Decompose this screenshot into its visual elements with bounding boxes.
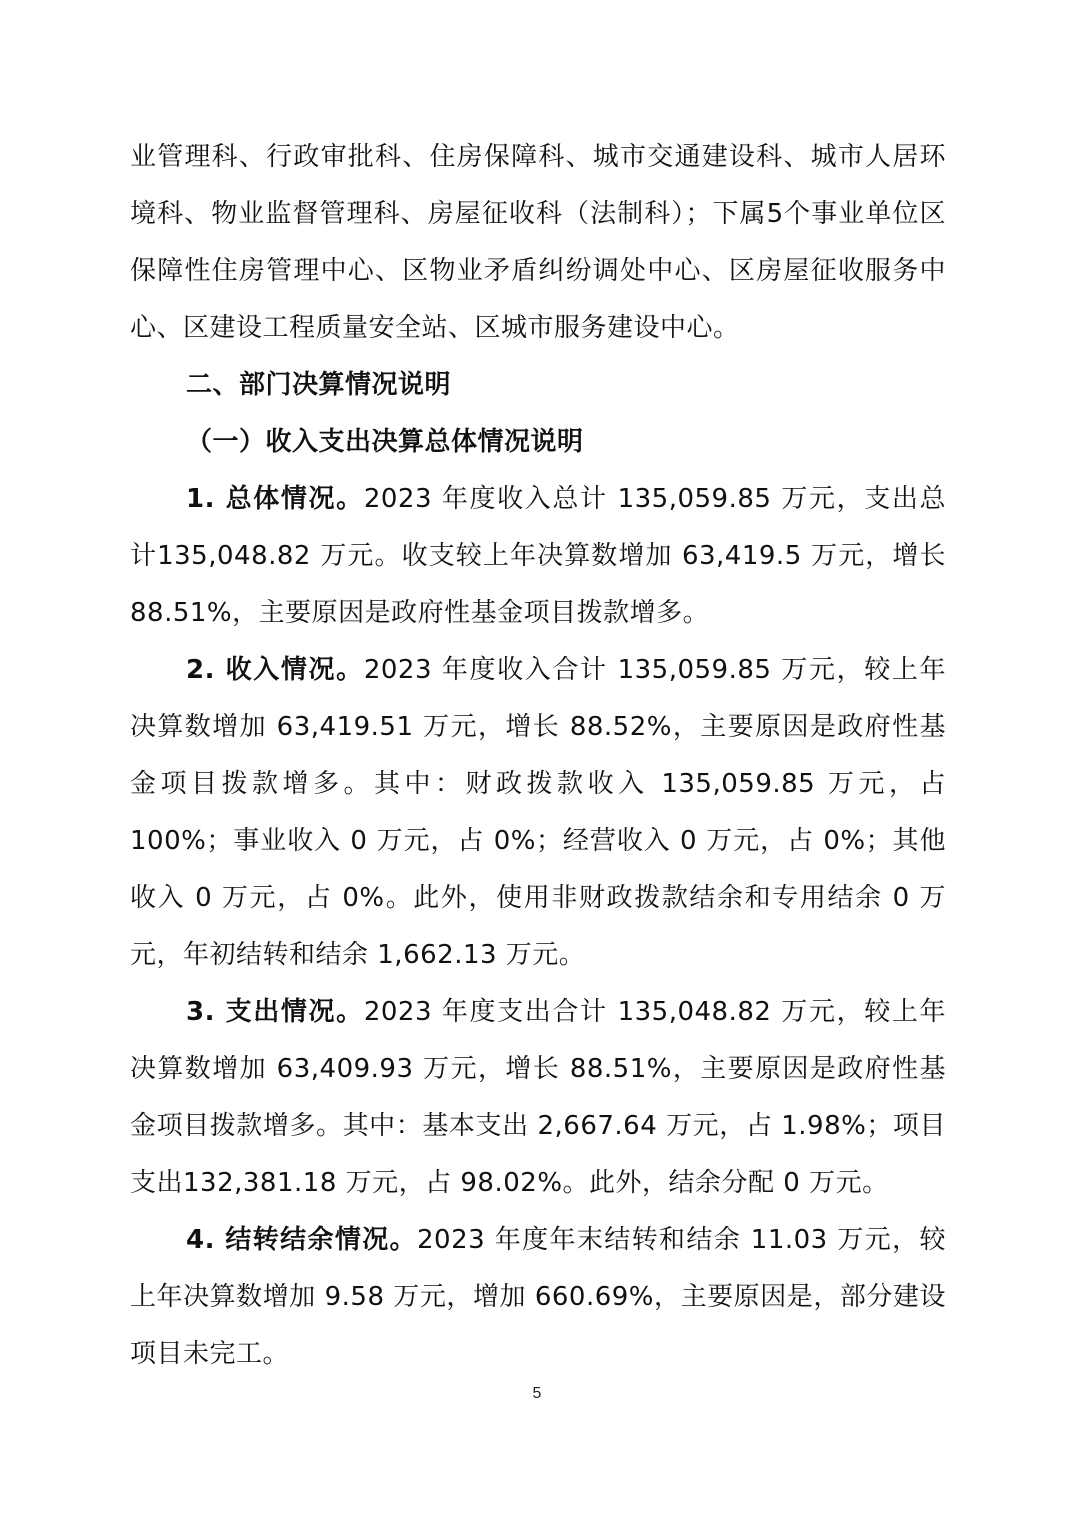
document-body (130, 129, 946, 1383)
item-lead: 3. 支出情况。 (186, 997, 364, 1027)
intro-paragraph: 业管理科、行政审批科、住房保障科、城市交通建设科、城市人居环境科、物业监督管理科、房屋征收科（法制科）；下属5个事业单位区保障性住房管理中心、区物业矛盾纠纷调处中心、区房屋征收服务中心、区建设工程质量安全站、区城市服务建设中心。 (130, 142, 946, 343)
item-income (130, 642, 946, 984)
item-text: 2023 年度支出合计 135,048.82 万元，较上年决算数增加 63,409.93 万元，增长 88.51%，主要原因是政府性基金项目拨款增多。其中：基本支出 2,667.64 万元，占 1.98%；项目支出132,381.18 万元，占 98.02%。此外，结余分配 0 万元。 (130, 997, 946, 1198)
subsection-heading: （一）收入支出决算总体情况说明 (186, 427, 584, 457)
item-text: 2023 年度年末结转和结余 11.03 万元，较上年决算数增加 9.58 万元，增加 660.69%，主要原因是，部分建设项目未完工。 (130, 1225, 946, 1369)
item-expenditure (130, 984, 946, 1212)
page-number: 5 (532, 1385, 542, 1402)
item-lead: 2. 收入情况。 (186, 655, 364, 685)
item-text: 2023 年度收入总计 135,059.85 万元，支出总计135,048.82 万元。收支较上年决算数增加 63,419.5 万元，增长88.51%，主要原因是政府性基金项目拨款增多。 (130, 484, 946, 628)
section-heading: 二、部门决算情况说明 (186, 370, 452, 400)
item-lead: 4. 结转结余情况。 (186, 1225, 417, 1255)
item-lead: 1. 总体情况。 (186, 484, 364, 514)
item-text: 2023 年度收入合计 135,059.85 万元，较上年决算数增加 63,419.51 万元，增长 88.52%，主要原因是政府性基金项目拨款增多。其中：财政拨款收入 135,059.85 万元，占 100%；事业收入 0 万元，占 0%；经营收入 0 万元，占 0%；其他收入 0 万元，占 0%。此外，使用非财政拨款结余和专用结余 0 万元，年初结转和结余 1,662.13 万元。 (130, 655, 946, 970)
item-overall (130, 471, 946, 642)
item-carryover (130, 1212, 946, 1383)
